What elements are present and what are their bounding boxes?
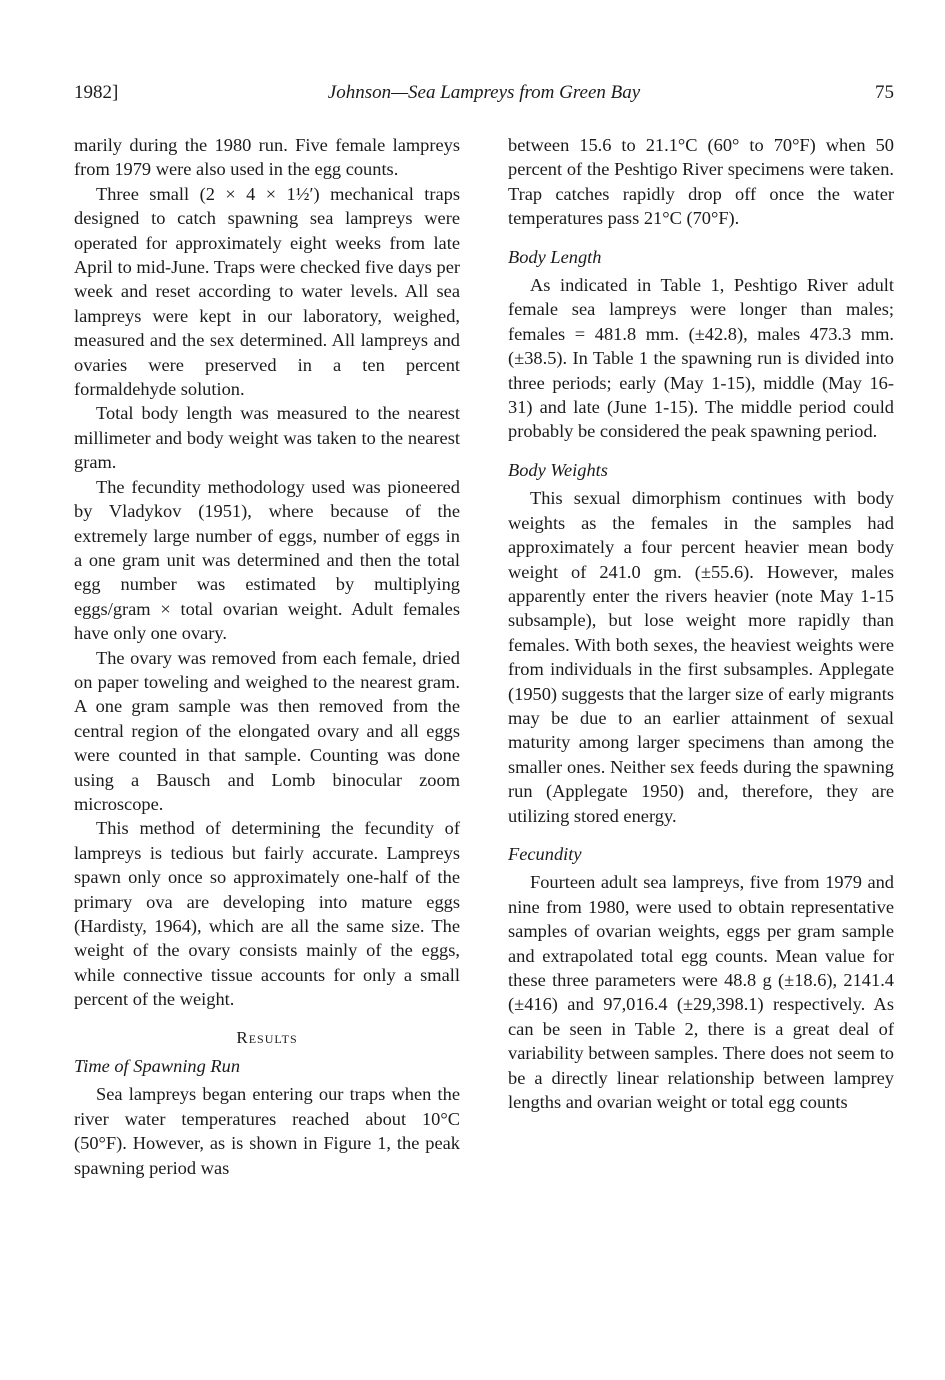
paragraph: Three small (2 × 4 × 1½′) mechanical traps designed to catch spawning sea lampreys were operated for approximately eight weeks from late April to mid-June. Traps were checked five days per week and reset according to water levels. All sea lampreys were kept in our laboratory, weighed, measured and the sex determined. All lampreys and ovaries were preserved in a ten percent formaldehyde solution. (74, 183, 460, 400)
paragraph: Sea lampreys began entering our traps when the river water temperatures reached about 10°C (50°F). However, as is shown in Figure 1, the peak spawning period was (74, 1084, 460, 1178)
page-number: 75 (875, 82, 894, 103)
left-column (74, 133, 460, 1180)
paragraph: marily during the 1980 run. Five female lampreys from 1979 were also used in the egg counts. (74, 135, 460, 180)
paragraph: Fourteen adult sea lampreys, five from 1979 and nine from 1980, were used to obtain representative samples of ovarian weights, eggs per gram sample and extrapolated total egg counts. Mean value for these three parameters were 48.8 g (±18.6), 2141.4 (±416) and 97,016.4 (±29,398.1) respectively. As can be seen in Table 2, there is a great deal of variability between samples. There does not seem to be a directly linear relationship between lamprey lengths and ovarian weight or total egg counts (508, 872, 894, 1113)
paragraph: This sexual dimorphism continues with body weights as the females in the samples had approximately a four percent heavier mean body weight of 241.0 gm. (±55.6). However, males apparently enter the rivers heavier (note May 1-15 subsample), but lose weight more rapidly than females. With both sexes, the heaviest weights were from individuals in the first subsamples. Applegate (1950) suggests that the larger size of early migrants may be due to an earlier attainment of sexual maturity among larger specimens than among the smaller ones. Neither sex feeds during the spawning run (Applegate 1950) and, therefore, they are utilizing stored energy. (508, 488, 894, 826)
right-column (508, 133, 894, 1114)
paragraph: The fecundity methodology used was pioneered by Vladykov (1951), where because of the extremely large number of eggs, number of eggs in a one gram unit was determined and then the total egg number was estimated by multiplying eggs/gram × total ovarian weight. Adult females have only one ovary. (74, 476, 460, 644)
paragraph: between 15.6 to 21.1°C (60° to 70°F) when 50 percent of the Peshtigo River specimens were taken. Trap catches rapidly drop off once the water temperatures pass 21°C (70°F). (508, 135, 894, 229)
results-heading: Results (236, 1027, 298, 1047)
paragraph: Total body length was measured to the nearest millimeter and body weight was taken to the nearest gram. (74, 403, 460, 473)
volume-year: 1982] (74, 82, 119, 103)
body-length-subheading: Body Length (508, 246, 602, 267)
fecundity-subheading: Fecundity (508, 843, 582, 864)
spawning-run-subheading: Time of Spawning Run (74, 1056, 241, 1077)
page-header (74, 82, 894, 112)
body-weights-subheading: Body Weights (508, 459, 608, 480)
paragraph: This method of determining the fecundity of lampreys is tedious but fairly accurate. Lampreys spawn only once so approximately one-half of the primary ova are developing into mature eggs (Hardisty, 1964), which are all the same size. The weight of the ovary consists mainly of the eggs, while connective tissue accounts for only a small percent of the weight. (74, 818, 460, 1010)
running-title: Johnson—Sea Lampreys from Green Bay (327, 82, 641, 103)
paragraph: The ovary was removed from each female, dried on paper toweling and weighed to the nearest gram. A one gram sample was then removed from the central region of the elongated ovary and all eggs were counted in that sample. Counting was done using a Bausch and Lomb binocular zoom microscope. (74, 647, 460, 814)
paragraph: As indicated in Table 1, Peshtigo River adult female sea lampreys were longer than males; females = 481.8 mm. (±42.8), males 473.3 mm. (±38.5). In Table 1 the spawning run is divided into three periods; early (May 1-15), middle (May 16-31) and late (June 1-15). The middle period could probably be considered the peak spawning period. (508, 275, 894, 442)
